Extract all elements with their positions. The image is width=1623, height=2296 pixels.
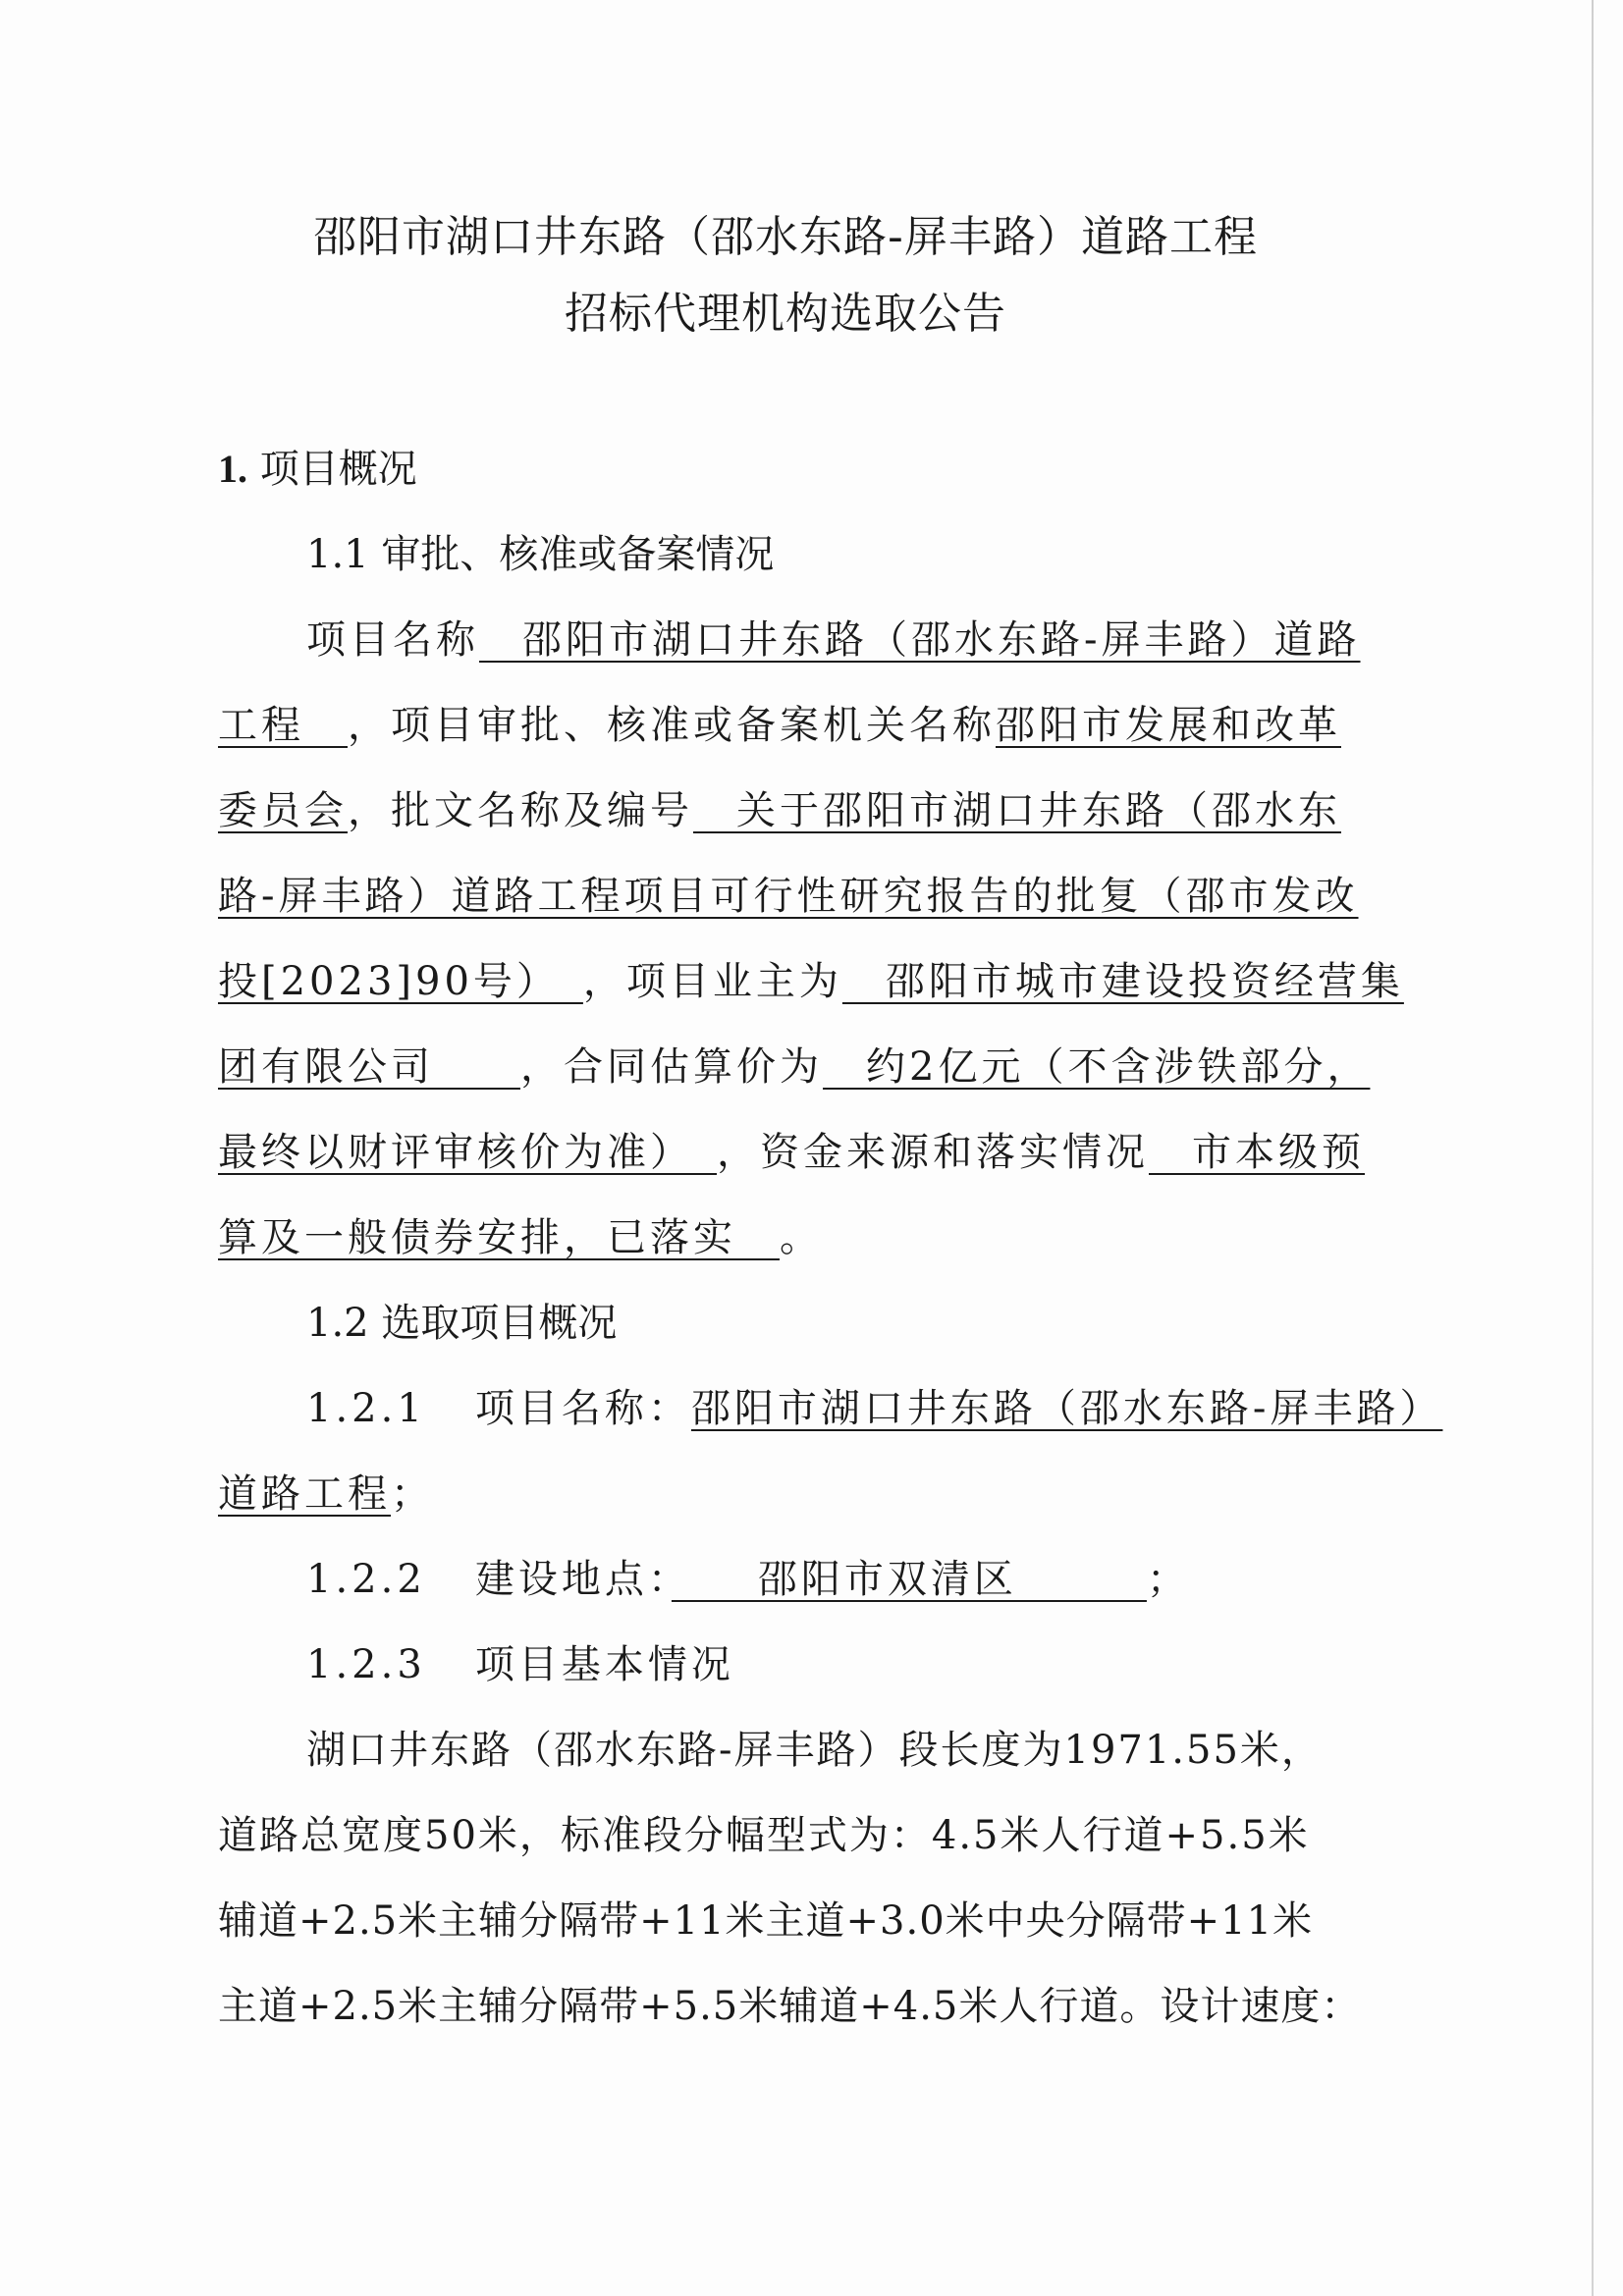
approval-org-value: 邵阳市发展和改革 [996, 703, 1341, 748]
contract-price-value: 约2亿元（不含涉铁部分， [823, 1044, 1371, 1090]
paragraph-line [306, 617, 1361, 663]
field-label: 项目名称 [306, 617, 479, 663]
item-1-2-1 [306, 1386, 1443, 1431]
paragraph-line [218, 874, 1359, 919]
contract-price-value-cont: 最终以财评审核价为准） [218, 1130, 717, 1175]
paragraph-line [218, 1044, 1371, 1090]
approval-doc-value-cont: 路-屏丰路）道路工程项目可行性研究报告的批复（邵市发改 [218, 874, 1359, 919]
field-label: 项目名称： [474, 1386, 691, 1431]
document-title-line2: 招标代理机构选取公告 [565, 289, 1006, 339]
document-title-line1: 邵阳市湖口井东路（邵水东路-屏丰路）道路工程 [313, 212, 1258, 262]
field-label: ，资金来源和落实情况 [717, 1130, 1149, 1175]
paragraph-line [218, 959, 1404, 1004]
subsection-title: 选取项目概况 [381, 1301, 618, 1346]
semicolon: ； [391, 1471, 434, 1517]
subsection-1-1-heading [306, 532, 775, 577]
project-name-value-cont: 道路工程 [218, 1471, 391, 1517]
owner-value: 邵阳市城市建设投资经营集 [841, 959, 1404, 1004]
period: 。 [780, 1215, 823, 1260]
section-title: 项目概况 [259, 447, 417, 492]
item-1-2-2 [306, 1557, 1190, 1602]
subsection-number: 1.1 [306, 532, 369, 577]
body-text-line: 湖口井东路（邵水东路-屏丰路）段长度为1971.55米， [306, 1728, 1323, 1773]
item-1-2-1-cont [218, 1471, 434, 1517]
field-label: 项目基本情况 [474, 1642, 734, 1687]
item-number: 1.2.1 [306, 1386, 426, 1431]
project-name-value: 邵阳市湖口井东路（邵水东路-屏丰路）道路 [479, 617, 1361, 663]
owner-value-cont: 团有限公司 [218, 1044, 520, 1090]
project-name-value: 邵阳市湖口井东路（邵水东路-屏丰路） [690, 1386, 1443, 1431]
item-1-2-3 [306, 1642, 734, 1687]
semicolon: ； [1146, 1557, 1190, 1602]
location-value: 邵阳市双清区 [671, 1557, 1147, 1602]
item-number: 1.2.2 [306, 1557, 426, 1602]
body-text-line: 辅道+2.5米主辅分隔带+11米主道+3.0米中央分隔带+11米 [218, 1898, 1314, 1944]
approval-doc-value-end: 投[2023]90号） [218, 959, 583, 1004]
paragraph-line [218, 788, 1341, 833]
page-edge-line [1592, 0, 1594, 2296]
item-number: 1.2.3 [306, 1642, 426, 1687]
subsection-title: 审批、核准或备案情况 [381, 532, 775, 577]
project-name-value-cont: 工程 [218, 703, 348, 748]
fund-source-value-cont: 算及一般债券安排，已落实 [218, 1215, 780, 1260]
approval-org-value-cont: 委员会 [218, 788, 348, 833]
section-1-heading [218, 447, 417, 492]
paragraph-line [218, 703, 1341, 748]
body-text-line: 道路总宽度50米，标准段分幅型式为：4.5米人行道+5.5米 [218, 1813, 1310, 1858]
field-label: ，项目业主为 [582, 959, 842, 1004]
section-number: 1. [218, 447, 247, 491]
field-label: ，合同估算价为 [520, 1044, 823, 1090]
field-label: ，批文名称及编号 [348, 788, 693, 833]
field-label: ，项目审批、核准或备案机关名称 [348, 703, 996, 748]
paragraph-line [218, 1130, 1365, 1175]
fund-source-value: 市本级预 [1149, 1130, 1365, 1175]
subsection-1-2-heading [306, 1301, 618, 1346]
approval-doc-value: 关于邵阳市湖口井东路（邵水东 [693, 788, 1341, 833]
field-label: 建设地点： [474, 1557, 672, 1602]
body-text-line: 主道+2.5米主辅分隔带+5.5米辅道+4.5米人行道。设计速度： [218, 1984, 1362, 2029]
subsection-number: 1.2 [306, 1301, 369, 1346]
paragraph-line [218, 1215, 823, 1260]
